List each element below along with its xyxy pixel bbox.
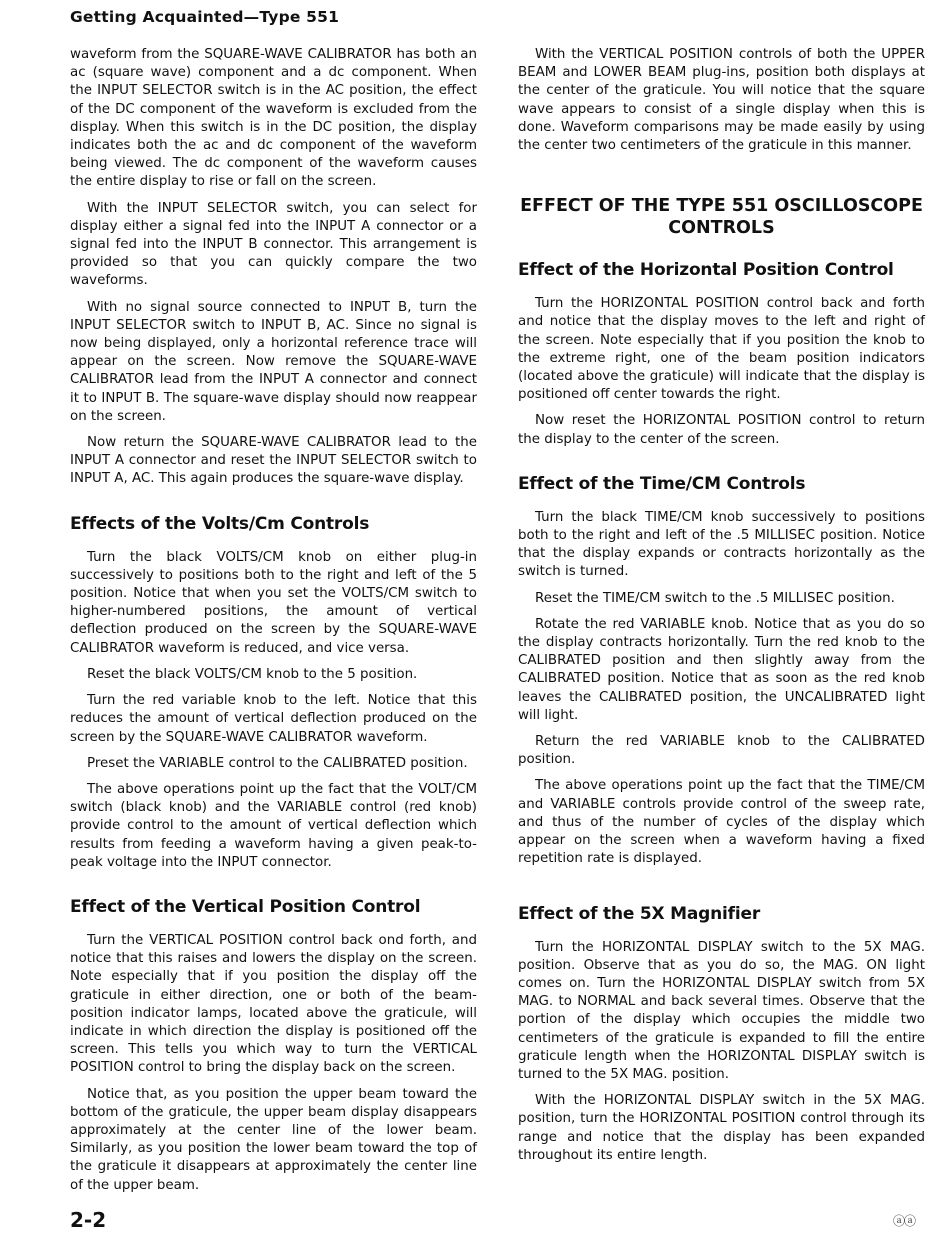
paragraph: Turn the HORIZONTAL POSITION control back and forth and notice that the display moves to the left and right of the screen. Note especially that if you position the knob to the extreme right, one of the beam position indicators (located above the graticule) will indicate that the display is positioned off center towards the right. bbox=[518, 296, 925, 403]
right-column bbox=[518, 46, 925, 1173]
heading-5x-magnifier: Effect of the 5X Magnifier bbox=[518, 903, 761, 924]
paragraph: Preset the VARIABLE control to the CALIBRATED position. bbox=[87, 755, 468, 771]
paragraph: Turn the VERTICAL POSITION control back ond forth, and notice that this raises and lowers the display on the screen. Note especially that if you position the display off the graticule in either direction, one or both of the beam-position indicator lamps, located above the graticule, will indicate in which direction the display is positioned off the screen. This tells you which way to turn the VERTICAL POSITION control to bring the display back on the screen. bbox=[70, 932, 477, 1076]
tektronix-logo-icon: ⓐⓐ bbox=[893, 1214, 916, 1228]
left-column bbox=[70, 46, 477, 1203]
paragraph: Turn the black VOLTS/CM knob on either plug-in successively to positions both to the right and left of the 5 position. Notice that when you set the VOLTS/CM switch to higher-numbered positions, the amount of vertical deflection produced on the screen by the SQUARE-WAVE CALIBRATOR waveform is reduced, and vice versa. bbox=[70, 549, 477, 656]
paragraph: With no signal source connected to INPUT B, turn the INPUT SELECTOR switch to INPUT B, AC. Since no signal is now being displayed, only a horizontal reference trace will appear on the screen. Now remove the SQUARE-WAVE CALIBRATOR lead from the INPUT A connector and connect it to INPUT B. The square-wave display should now reappear on the screen. bbox=[70, 299, 477, 424]
paragraph: With the VERTICAL POSITION controls of both the UPPER BEAM and LOWER BEAM plug-ins, position both displays at the center of the graticule. You will notice that the square wave appears to consist of a single display when this is done. Waveform comparisons may be made easily by using the center two centimeters of the graticule in this manner. bbox=[518, 47, 925, 154]
heading-horizontal-position: Effect of the Horizontal Position Control bbox=[518, 260, 894, 281]
paragraph: Return the red VARIABLE knob to the CALIBRATED position. bbox=[518, 734, 925, 768]
section-title-line-2: CONTROLS bbox=[668, 218, 775, 239]
section-title-line-1: EFFECT OF THE TYPE 551 OSCILLOSCOPE bbox=[520, 196, 923, 217]
paragraph: Reset the black VOLTS/CM knob to the 5 position. bbox=[87, 666, 418, 682]
paragraph: Reset the TIME/CM switch to the .5 MILLISEC position. bbox=[535, 590, 895, 606]
heading-time-cm: Effect of the Time/CM Controls bbox=[518, 473, 806, 494]
heading-volts-cm: Effects of the Volts/Cm Controls bbox=[70, 513, 370, 534]
running-header: Getting Acquainted—Type 551 bbox=[70, 8, 340, 26]
paragraph: The above operations point up the fact that the VOLT/CM switch (black knob) and the VARIABLE control (red knob) provide control to the amount of vertical deflection which results from feeding a waveform having a given peak-to-peak voltage into the INPUT connector. bbox=[70, 781, 477, 870]
paragraph: Now reset the HORIZONTAL POSITION control to return the display to the center of the screen. bbox=[518, 413, 925, 447]
paragraph: waveform from the SQUARE-WAVE CALIBRATOR has both an ac (square wave) component and a dc component. When the INPUT SELECTOR switch is in the AC position, the effect of the DC component of the waveform is excluded from the display. When this switch is in the DC position, the display indicates both the ac and dc component of the waveform being viewed. The dc component of the waveform causes the entire display to rise or fall on the screen. bbox=[70, 47, 477, 190]
page-number: 2-2 bbox=[70, 1208, 107, 1232]
paragraph: Turn the HORIZONTAL DISPLAY switch to the 5X MAG. position. Observe that as you do so, the MAG. ON light comes on. Turn the HORIZONTAL DISPLAY switch from 5X MAG. to NORMAL and back several times. Observe that the portion of the display which occupies the middle two centimeters of the graticule is expanded to fill the entire graticule length when the HORIZONTAL DISPLAY switch is turned to the 5X MAG. position. bbox=[518, 939, 925, 1082]
paragraph: With the INPUT SELECTOR switch, you can select for display either a signal fed into the INPUT A connector or a signal fed into the INPUT B connector. This arrangement is provided so that you can quickly compare the two waveforms. bbox=[70, 200, 477, 289]
paragraph: Now return the SQUARE-WAVE CALIBRATOR lead to the INPUT A connector and reset the INPUT SELECTOR switch to INPUT A, AC. This again produces the square-wave display. bbox=[70, 435, 477, 487]
paragraph: Turn the red variable knob to the left. Notice that this reduces the amount of vertical deflection produced on the screen by the SQUARE-WAVE CALIBRATOR waveform. bbox=[70, 693, 477, 745]
section-title bbox=[518, 195, 925, 239]
paragraph: With the HORIZONTAL DISPLAY switch in the 5X MAG. position, turn the HORIZONTAL POSITION control through its range and notice that the display has been expanded throughout its entire length. bbox=[518, 1093, 925, 1163]
paragraph: The above operations point up the fact that the TIME/CM and VARIABLE controls provide control of the sweep rate, and thus of the number of cycles of the display which appear on the screen when a waveform having a fixed repetition rate is displayed. bbox=[518, 778, 925, 867]
paragraph: Notice that, as you position the upper beam toward the bottom of the graticule, the upper beam display disappears approximately at the center line of the lower beam. Similarly, as you position the lower beam toward the top of the graticule it disappears at approximately the center line of the upper beam. bbox=[70, 1086, 477, 1193]
heading-vertical-position: Effect of the Vertical Position Control bbox=[70, 896, 421, 917]
paragraph: Rotate the red VARIABLE knob. Notice that as you do so the display contracts horizontally. Turn the red knob to the CALIBRATED position and then slightly away from the CALIBRATED position. Notice that as soon as the red knob leaves the CALIBRATED position, the UNCALIBRATED light will light. bbox=[518, 616, 925, 723]
paragraph: Turn the black TIME/CM knob successively to positions both to the right and left of the .5 MILLISEC position. Notice that the display expands or contracts horizontally as the switch is turned. bbox=[518, 509, 925, 580]
